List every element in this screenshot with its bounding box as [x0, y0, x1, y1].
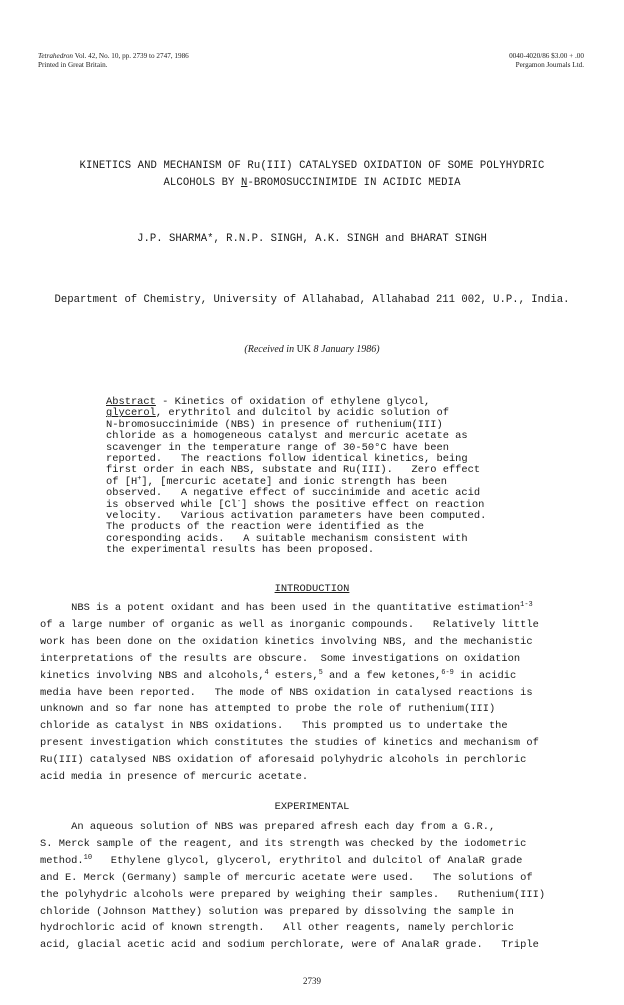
- body-text: Ethylene glycol, glycerol, erythritol and dulcitol of AnalaR grade: [92, 854, 523, 867]
- abstract-line: velocity. Various activation parameters have been computed.: [106, 510, 487, 523]
- body-line: [40, 600, 539, 617]
- reference-superscript: 1-3: [520, 601, 533, 609]
- running-header-left: [38, 52, 189, 70]
- abstract-line: chloride as a homogeneous catalyst and mercuric acetate as: [106, 430, 468, 443]
- body-line: hydrochloric acid of known strength. All other reagents, namely perchloric: [40, 922, 514, 935]
- abstract-text: is observed while [Cl: [106, 498, 237, 511]
- abstract-text: ] shows the positive effect on reaction: [241, 498, 485, 511]
- title-line-2-a: ALCOHOLS BY: [163, 177, 241, 189]
- abstract-text: of [H: [106, 475, 138, 488]
- body-line: Ru(III) catalysed NBS oxidation of aforesaid polyhydric alcohols in perchloric: [40, 754, 527, 767]
- printed-in: Printed in Great Britain.: [38, 61, 108, 69]
- body-text: and a few ketones,: [322, 669, 442, 682]
- abstract-text: , erythritol and dulcitol by acidic solution of: [155, 407, 449, 420]
- reference-superscript: 5: [318, 668, 323, 677]
- abstract-line: The products of the reaction were identified as the: [106, 521, 425, 534]
- abstract-line: observed. A negative effect of succinimide and acetic acid: [106, 487, 481, 500]
- experimental-heading: EXPERIMENTAL: [274, 801, 350, 813]
- abstract: [106, 397, 486, 557]
- title-line-1: KINETICS AND MECHANISM OF Ru(III) CATALYSED OXIDATION OF SOME POLYHYDRIC: [79, 160, 545, 172]
- abstract-label: Abstract: [106, 396, 156, 408]
- received-uk: UK: [296, 344, 312, 355]
- body-line: acid media in presence of mercuric acetate.: [40, 771, 309, 784]
- abstract-line: the experimental results has been proposed.: [106, 544, 375, 557]
- abstract-underlined-word: glycerol: [106, 407, 156, 420]
- reference-superscript: 6-9: [441, 668, 454, 677]
- reference-superscript: 4: [264, 668, 269, 677]
- body-line: interpretations of the results are obscure. Some investigations on oxidation: [40, 652, 521, 665]
- superscript: -: [236, 497, 242, 506]
- body-line: [40, 853, 545, 870]
- paper-title: [0, 158, 624, 192]
- journal-name: Tetrahedron: [38, 52, 74, 60]
- body-line: chloride as catalyst in NBS oxidations. This prompted us to undertake the: [40, 720, 508, 733]
- body-line: and E. Merck (Germany) sample of mercuric acetate were used. The solutions of: [40, 871, 533, 884]
- publisher: Pergamon Journals Ltd.: [515, 61, 584, 69]
- title-n-prefix: N: [240, 177, 248, 189]
- abstract-text: ], [mercuric acetate] and ionic strength has been: [141, 475, 447, 488]
- body-line: An aqueous solution of NBS was prepared afresh each day from a G.R.,: [40, 821, 496, 833]
- abstract-line: coresponding acids. A suitable mechanism consistent with: [106, 532, 468, 545]
- reference-superscript: 10: [83, 853, 93, 862]
- body-text: in acidic: [453, 669, 517, 682]
- author-list: J.P. SHARMA*, R.N.P. SINGH, A.K. SINGH and BHARAT SINGH: [137, 233, 487, 245]
- citation: Vol. 42, No. 10, pp. 2739 to 2747, 1986: [74, 52, 189, 60]
- title-line-2-b: -BROMOSUCCINIMIDE IN ACIDIC MEDIA: [247, 177, 461, 189]
- price-code: 0040-4020/86 $3.00 + .00: [509, 52, 584, 60]
- body-line: [40, 668, 539, 685]
- body-line: present investigation which constitutes the studies of kinetics and mechanism of: [40, 737, 539, 750]
- introduction-body: [40, 600, 539, 786]
- abstract-line: first order in each NBS, substate and Ru(III). Zero effect: [106, 464, 481, 477]
- abstract-line: reported. The reactions follow identical kinetics, being: [106, 453, 468, 466]
- body-line: work has been done on the oxidation kinetics involving NBS, and the mechanistic: [40, 635, 533, 648]
- body-line: unknown and so far none has attempted to probe the role of ruthenium(III): [40, 703, 496, 716]
- body-line: media have been reported. The mode of NBS oxidation in catalysed reactions is: [40, 686, 533, 699]
- body-line: chloride (Johnson Matthey) solution was prepared by dissolving the sample in: [40, 905, 514, 918]
- body-line: S. Merck sample of the reagent, and its strength was checked by the iodometric: [40, 837, 527, 850]
- page-number: 2739: [303, 976, 321, 986]
- received-date: [0, 344, 624, 355]
- experimental-body: [40, 819, 545, 954]
- introduction-heading: [0, 583, 624, 595]
- body-text: NBS is a potent oxidant and has been used in the quantitative estimation: [40, 602, 521, 614]
- superscript: +: [137, 474, 142, 483]
- body-text: esters,: [268, 669, 319, 682]
- abstract-line: scavenger in the temperature range of 30-50°C have been: [106, 441, 449, 454]
- body-text: kinetics involving NBS and alcohols,: [40, 669, 265, 682]
- body-line: the polyhydric alcohols were prepared by weighing their samples. Ruthenium(III): [40, 888, 546, 901]
- abstract-line: N-bromosuccinimide (NBS) in presence of ruthenium(III): [106, 418, 443, 431]
- affiliation: Department of Chemistry, University of Allahabad, Allahabad 211 002, U.P., India.: [54, 294, 570, 306]
- body-line: of a large number of organic as well as inorganic compounds. Relatively little: [40, 618, 539, 631]
- introduction-heading-text: INTRODUCTION: [274, 583, 350, 595]
- body-text: method.: [40, 854, 84, 867]
- abstract-text: - Kinetics of oxidation of ethylene glycol,: [155, 396, 431, 408]
- received-pre: (Received in: [244, 344, 297, 355]
- received-post: 8 January 1986): [311, 344, 380, 355]
- running-header-right: [509, 52, 584, 70]
- title-line-2: [0, 175, 624, 192]
- body-line: acid, glacial acetic acid and sodium perchlorate, were of AnalaR grade. Triple: [40, 939, 539, 952]
